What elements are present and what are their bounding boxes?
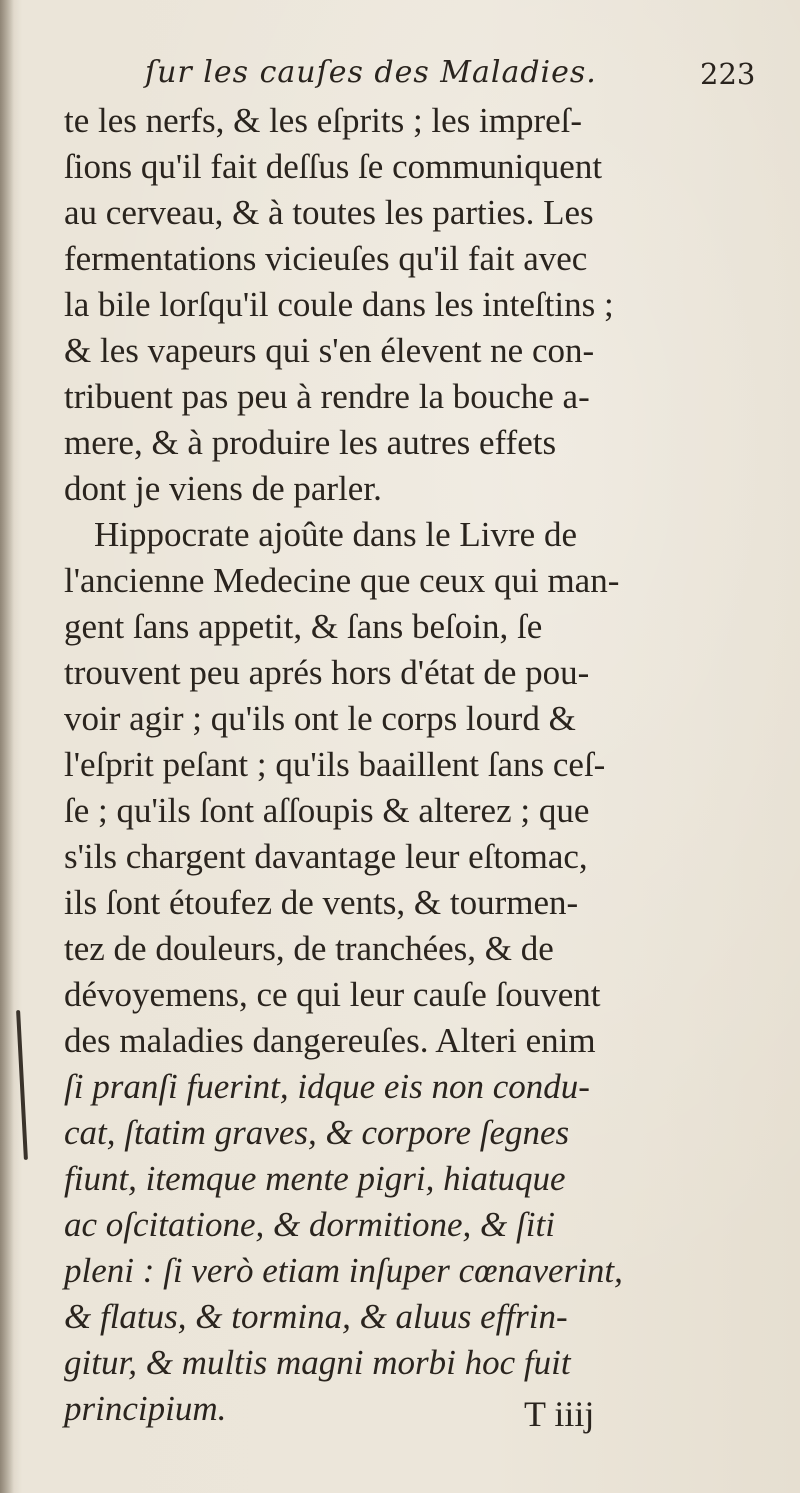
page-number: 223 <box>700 57 756 91</box>
text-line: dont je viens de parler. <box>64 469 382 508</box>
text-line: la bile lorſqu'il coule dans les inteſtins ; <box>64 285 614 324</box>
latin-quote-line: ac oſcitatione, & dormitione, & ſiti <box>64 1205 555 1244</box>
text-line: te les nerfs, & les eſprits ; les impreſ- <box>64 101 583 140</box>
text-line: l'eſprit peſant ; qu'ils baaillent ſans ceſ- <box>64 745 606 784</box>
text-line: s'ils chargent davantage leur eſtomac, <box>64 837 588 876</box>
text-line: ſe ; qu'ils ſont aſſoupis & alterez ; que <box>64 791 590 830</box>
gutter-shadow <box>0 0 14 1493</box>
text-line: tez de douleurs, de tranchées, & de <box>64 929 554 968</box>
text-line: mere, & à produire les autres effets <box>64 423 557 462</box>
latin-quote-line: fiunt, itemque mente pigri, hiatuque <box>64 1159 566 1198</box>
text-line: des maladies dangereuſes. Alteri enim <box>64 1021 596 1060</box>
latin-quote-line: ſi pranſi fuerint, idque eis non condu- <box>64 1067 590 1106</box>
text-line: gent ſans appetit, & ſans beſoin, ſe <box>64 607 543 646</box>
latin-quote-line: pleni : ſi verò etiam inſuper cœnaverint, <box>64 1251 623 1290</box>
text-line: au cerveau, & à toutes les parties. Les <box>64 193 594 232</box>
text-line: fermentations vicieuſes qu'il fait avec <box>64 239 588 278</box>
latin-quote-line: cat, ſtatim graves, & corpore ſegnes <box>64 1113 570 1152</box>
text-line: dévoyemens, ce qui leur cauſe ſouvent <box>64 975 601 1014</box>
text-line: ſions qu'il fait deſſus ſe communiquent <box>64 147 603 186</box>
text-line: trouvent peu aprés hors d'état de pou- <box>64 653 590 692</box>
latin-quote-line: & flatus, & tormina, & aluus effrin- <box>64 1297 568 1336</box>
text-line: & les vapeurs qui s'en élevent ne con- <box>64 331 595 370</box>
signature-mark: T iiij <box>524 1394 595 1434</box>
latin-quote-line: principium. <box>64 1389 227 1428</box>
latin-quote-line: gitur, & multis magni morbi hoc fuit <box>64 1343 571 1382</box>
text-line: ils ſont étoufez de vents, & tourmen- <box>64 883 579 922</box>
text-line: voir agir ; qu'ils ont le corps lourd & <box>64 699 576 738</box>
text-line: l'ancienne Medecine que ceux qui man- <box>64 561 620 600</box>
running-head: ſur les cauſes des Maladies. <box>145 55 597 90</box>
margin-ink-mark <box>16 1010 28 1160</box>
text-line: tribuent pas peu à rendre la bouche a- <box>64 377 590 416</box>
paragraph-first-line: Hippocrate ajoûte dans le Livre de <box>94 515 577 554</box>
